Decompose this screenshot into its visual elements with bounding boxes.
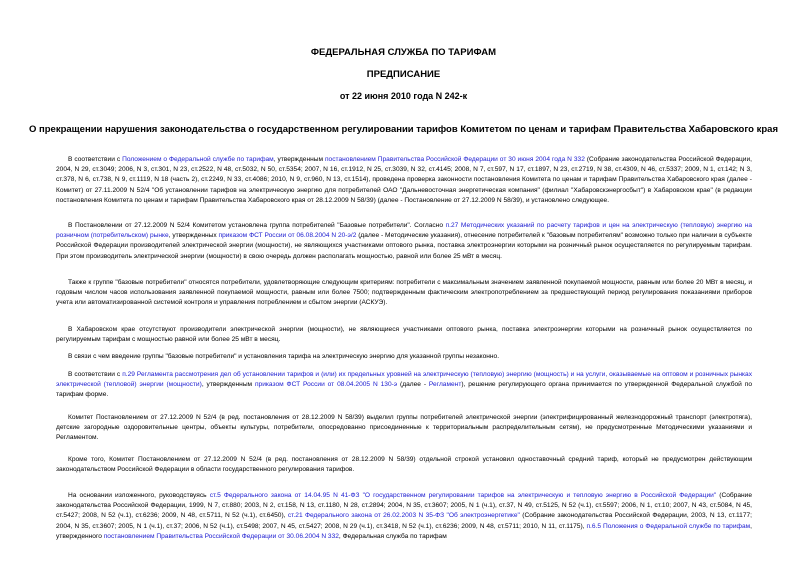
reference-link[interactable]: приказом ФСТ России от 06.08.2004 N 20-э/2 xyxy=(218,232,357,239)
paragraph-text: На основании изложенного, руководствуясь xyxy=(68,491,210,499)
paragraph-text: В соответствии с xyxy=(68,155,123,163)
paragraph xyxy=(56,455,752,476)
paragraph xyxy=(56,155,752,207)
agency-title: ФЕДЕРАЛЬНАЯ СЛУЖБА ПО ТАРИФАМ xyxy=(310,47,497,58)
document-type: ПРЕДПИСАНИЕ xyxy=(366,69,441,80)
paragraph-text: В соответствии с xyxy=(68,370,123,378)
paragraph-text: В Постановлении от 27.12.2009 N 52/4 Комитетом установлена группа потребителей "Базовые потребители". Согласно xyxy=(68,221,446,229)
paragraph-text: ), решение регулирующего органа принимается по утвержденной Федеральной службой по тарифам форме. xyxy=(56,381,752,399)
document-date: от 22 июня 2010 года N 242-к xyxy=(339,91,468,101)
paragraph-text: , утвержденного xyxy=(56,522,752,541)
paragraph-text: Также к группе "базовые потребители" относятся потребители, удовлетворяющие следующим критериям: потребители с максимальным значением заявленной покупаемой мощности, равным или более 20 МВт в месяц, и годовым числом часов использования заявленной покупаемой мощности, равным или более 7500; подтвержденным фактическим электропотреблением за предшествующий период регулирования показаниями приборов учета или автоматизированной системой контроля и управления потреблением и сбытом энергии (АСКУЭ). xyxy=(56,278,752,307)
paragraph-text: , утвержденных xyxy=(168,232,219,239)
paragraph xyxy=(56,325,752,346)
reference-link[interactable]: приказом ФСТ России от 08.04.2005 N 130-э xyxy=(254,381,398,388)
paragraph xyxy=(56,491,752,543)
paragraph xyxy=(56,278,752,309)
paragraph-text: , Федеральная служба по тарифам xyxy=(338,533,447,541)
paragraph-text: (Собрание законодательства Российской Федерации, 2003, N 13, ст.1177; 2004, N 35, ст.3607; 2005, N 1 (ч.1), ст.37; 2006, N 52 (ч.1), ст.5498; 2007, N 45, ст.5427; 2008, N 29 (ч.1), ст.3418, N 52 (ч.1), ст.6236; 2009, N 48, ст.5711; 2010, N 11, ст.1175), xyxy=(56,512,752,530)
reference-link[interactable]: постановлением Правительства Российской Федерации от 30.06.2004 N 332 xyxy=(103,533,339,541)
paragraph-text: В связи с чем введение группы "базовые потребители" и установления тарифа на электрическую энергию для указанной группы незаконно. xyxy=(68,352,500,360)
paragraph xyxy=(56,352,752,362)
reference-link[interactable]: Регламент xyxy=(428,381,462,388)
reference-link[interactable]: ст.5 Федерального закона от 14.04.95 N 41-ФЗ "О государственном регулировании тарифов на электрическую и тепловую энергию в Российской Федерации" xyxy=(209,491,717,499)
paragraph-text: Комитет Постановлением от 27.12.2009 N 52/4 (в ред. постановления от 28.12.2009 N 58/39) выделил группы потребителей электрической энергии (электрифицированный железнодорожный транспорт (электротяга), детские загородные оздоровительные центры, объекты культуры, потребители, опосредованно присоединенные к территориальным распределительным сетям), не предусмотренные Методическими указаниями и Регламентом. xyxy=(56,413,752,442)
paragraph-text: В Хабаровском крае отсутствуют производители электрической энергии (мощности), не являющиеся участниками оптового рынка, поставка электроэнергии которыми на розничный рынок осуществляется по регулируемым тарифам с мощностью равной или более 25 мВт в месяц. xyxy=(56,325,752,343)
paragraph-text: (Собрание законодательства Российской Федерации, 1999, N 7, ст.880; 2003, N 2, ст.158, N 13, ст.1180, N 28, ст.2894; 2004, N 35, ст.3607; 2005, N 1 (ч.1), ст.37, N 49, ст.5125, N 52 (ч.1), ст.5597; 2006, N 1, ст.10; 2007, N 43, ст.5084, N 45, ст.5427; 2008, N 52 (ч.1), ст.6236; 2009, N 48, ст.5711, N 52 (ч.1), ст.6450), xyxy=(56,491,752,520)
paragraph xyxy=(56,370,752,401)
paragraph-text: , утвержденным xyxy=(201,381,255,388)
document-subject: О прекращении нарушения законодательства о государственном регулировании тарифов Комитетом по ценам и тарифам Правительства Хабаровского края xyxy=(28,124,779,135)
reference-link[interactable]: п.29 Регламента рассмотрения дел об установлении тарифов и (или) их предельных уровней на электрическую (тепловую) энергию (мощность) и на услуги, оказываемые на оптовом и розничных рынках электрической (тепловой) энергии (мощности) xyxy=(56,370,752,388)
paragraph-text: (далее - Методические указания), отнесение потребителей к "базовым потребителям" возможно только при наличии в субъекте Российской Федерации производителей электрической энергии (мощности), не являющихся участниками оптового рынка, поставка электроэнергии которыми на розничный рынок осуществляется по регулируемым тарифам. При этом производитель электрической энергии (мощности) в свою очередь должен располагать мощностью, равной или более 25 мВт в месяц. xyxy=(56,232,752,260)
paragraph-text: , утвержденным xyxy=(273,155,325,163)
paragraph-text: (Собрание законодательства Российской Федерации, 2004, N 29, ст.3049; 2006, N 3, ст.301, N 23, ст.2522, N 48, ст.5032, N 50, ст.5354; 2007, N 16, ст.1912, N 25, ст.3039, N 32, ст.4145; 2008, N 7, ст.597, N 17, ст.1897, N 23, ст.2719, N 38, ст.4309, N 46, ст.5337; 2009, N 1, ст.142; N 3, ст.378, N 6, ст.738, N 9, ст.1119, N 18 (часть 2), ст.2249, N 33, ст.4086; 2010, N 9, ст.960, N 13, ст.1514), проведена проверка законности постановления Комитета по ценам и тарифам Правительства Хабаровского края (далее - Комитет) от 27.11.2009 N 52/4 "Об установлении тарифов на электрическую энергию для потребителей ОАО "Дальневосточная энергетическая компания" (филиал "Хабаровскэнергосбыт") в Хабаровском крае" (в редакции постановления Комитета по ценам и тарифам Правительства Хабаровского края от 28.12.2009 N 58/39) (далее - Постановление от 27.12.2009 N 58/39), и установлено следующее. xyxy=(56,155,752,205)
paragraph xyxy=(56,221,752,263)
reference-link[interactable]: п.27 Методических указаний по расчету тарифов и цен на электрическую (тепловую) энергию на розничном (потребительском) рынке xyxy=(56,221,752,239)
reference-link[interactable]: п.6.5 Положения о Федеральной службе по тарифам xyxy=(586,522,751,530)
paragraph xyxy=(56,413,752,444)
reference-link[interactable]: ст.21 Федерального закона от 26.02.2003 N 35-ФЗ "Об электроэнергетике" xyxy=(287,512,520,520)
paragraph-text: (далее - xyxy=(397,381,429,388)
paragraph-text: Кроме того, Комитет Постановлением от 27.12.2009 N 52/4 (в ред. постановления от 28.12.2009 N 58/39) отдельной строкой установил одноставочный средний тариф, который не предусмотрен действующим законодательством Российской Федерации в области государственного регулирования тарифов. xyxy=(56,455,752,473)
reference-link[interactable]: постановлением Правительства Российской Федерации от 30 июня 2004 года N 332 xyxy=(324,155,585,163)
reference-link[interactable]: Положением о Федеральной службе по тарифам xyxy=(122,155,274,163)
